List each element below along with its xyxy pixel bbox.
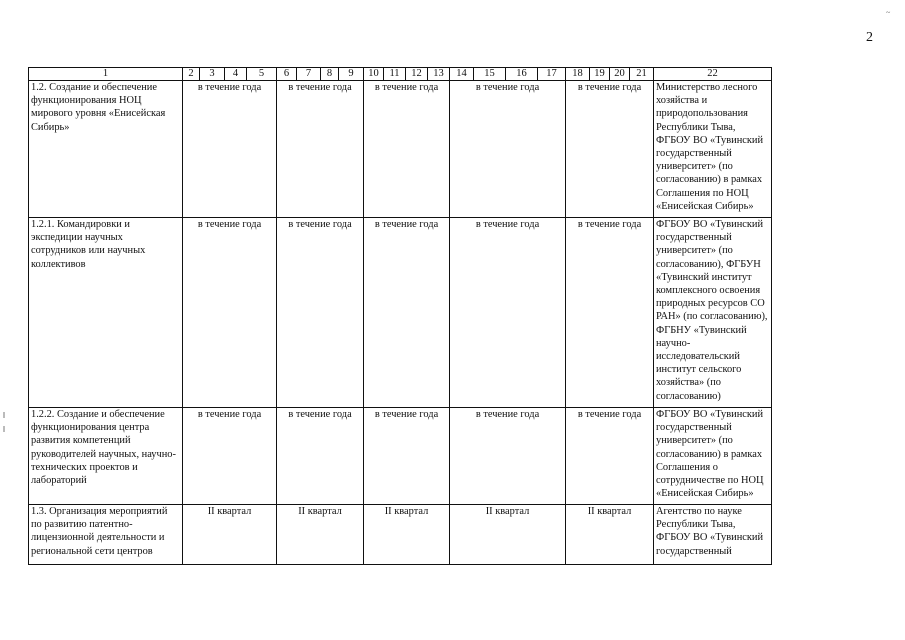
period-cell: в течение года <box>277 408 364 505</box>
period-cell: в течение года <box>566 81 654 218</box>
period-cell: в течение года <box>183 408 277 505</box>
period-cell: в течение года <box>450 218 566 408</box>
scan-margin-mark <box>3 412 5 418</box>
column-number: 11 <box>384 68 406 81</box>
activity-description: 1.3. Организация мероприятий по развитию патентно-лицензионной деятельности и региональной сети центров <box>29 505 183 565</box>
column-number: 5 <box>247 68 277 81</box>
responsible-party: Агентство по науке Республики Тыва, ФГБОУ ВО «Тувинский государственный <box>654 505 772 565</box>
column-number: 22 <box>654 68 772 81</box>
column-number: 18 <box>566 68 590 81</box>
table-row <box>29 81 772 218</box>
period-cell: в течение года <box>566 218 654 408</box>
column-number: 3 <box>200 68 225 81</box>
scan-corner-mark: ~ <box>886 8 891 17</box>
period-cell: II квартал <box>566 505 654 565</box>
responsible-party: ФГБОУ ВО «Тувинский государственный университет» (по согласованию), ФГБУН «Тувинский институт комплексного освоения природных ресурсов СО РАН» (по согласованию), ФГБНУ «Тувинский научно-исследовательский институт сельского хозяйства» (по согласованию) <box>654 218 772 408</box>
column-number: 17 <box>538 68 566 81</box>
column-number: 2 <box>183 68 200 81</box>
period-cell: в течение года <box>450 81 566 218</box>
activity-description: 1.2. Создание и обеспечение функционирования НОЦ мирового уровня «Енисейская Сибирь» <box>29 81 183 218</box>
period-cell: в течение года <box>277 218 364 408</box>
page-number: 2 <box>866 30 873 45</box>
period-cell: II квартал <box>450 505 566 565</box>
column-number: 21 <box>630 68 654 81</box>
column-number: 13 <box>428 68 450 81</box>
period-cell: в течение года <box>183 218 277 408</box>
column-number: 15 <box>474 68 506 81</box>
column-number: 12 <box>406 68 428 81</box>
column-number: 1 <box>29 68 183 81</box>
period-cell: в течение года <box>364 218 450 408</box>
period-cell: в течение года <box>183 81 277 218</box>
responsible-party: Министерство лесного хозяйства и природопользования Республики Тыва, ФГБОУ ВО «Тувинский государственный университет» (по согласованию) в рамках Соглашения по НОЦ «Енисейская Сибирь» <box>654 81 772 218</box>
table-row <box>29 505 772 565</box>
column-number: 4 <box>225 68 247 81</box>
plan-table <box>28 67 772 565</box>
column-number: 16 <box>506 68 538 81</box>
table-row <box>29 408 772 505</box>
period-cell: в течение года <box>450 408 566 505</box>
period-cell: в течение года <box>364 81 450 218</box>
column-number: 19 <box>590 68 610 81</box>
responsible-party: ФГБОУ ВО «Тувинский государственный университет» (по согласованию) в рамках Соглашения о сотрудничестве по НОЦ «Енисейская Сибирь» <box>654 408 772 505</box>
column-number: 8 <box>321 68 339 81</box>
period-cell: II квартал <box>277 505 364 565</box>
column-number: 6 <box>277 68 297 81</box>
column-number: 20 <box>610 68 630 81</box>
period-cell: в течение года <box>566 408 654 505</box>
column-number: 10 <box>364 68 384 81</box>
scan-margin-mark <box>3 426 5 432</box>
activity-description: 1.2.1. Командировки и экспедиции научных сотрудников или научных коллективов <box>29 218 183 408</box>
column-number: 9 <box>339 68 364 81</box>
column-number: 7 <box>297 68 321 81</box>
column-number-row <box>29 68 772 81</box>
period-cell: II квартал <box>183 505 277 565</box>
column-number: 14 <box>450 68 474 81</box>
activity-description: 1.2.2. Создание и обеспечение функционирования центра развития компетенций руководителей научных, научно-технических проектов и лабораторий <box>29 408 183 505</box>
table-row <box>29 218 772 408</box>
period-cell: II квартал <box>364 505 450 565</box>
period-cell: в течение года <box>364 408 450 505</box>
period-cell: в течение года <box>277 81 364 218</box>
